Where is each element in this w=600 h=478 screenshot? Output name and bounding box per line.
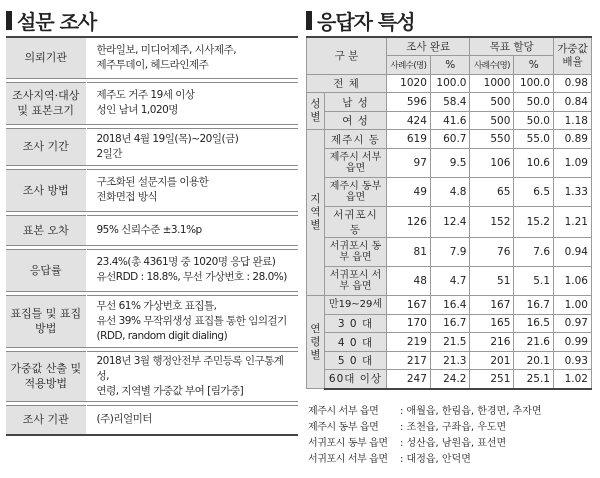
survey-info-label: 의뢰기관 [6, 37, 86, 78]
note-row [308, 436, 542, 452]
group-label-char: 역 [310, 206, 321, 219]
survey-info-line: 23.4%(총 4361명 중 1020명 응답 완료) [96, 256, 276, 268]
row-label: 서귀포시 동부 읍면 [325, 238, 387, 267]
note-key: 제주시 동부 읍면 [308, 422, 379, 433]
stat-value: 21.6 [514, 333, 554, 352]
survey-info-line: 2018년 4월 19일(목)~20일(금) [96, 132, 239, 145]
stat-value: 167 [387, 296, 431, 315]
stat-value: 65 [470, 178, 514, 207]
note-value: : 애월읍, 한림읍, 한경면, 추자면 [400, 406, 542, 417]
survey-info-label: 조사 기관 [6, 405, 86, 435]
stat-value: 0.93 [554, 351, 592, 370]
survey-info-row [6, 351, 298, 401]
stat-value: 16.5 [514, 314, 554, 333]
stat-value: 1.02 [554, 370, 592, 389]
stat-value: 0.94 [554, 238, 592, 267]
header-group: 구 분 [307, 37, 387, 74]
row-label: 4 0 대 [325, 333, 387, 352]
stat-value: 25.1 [514, 370, 554, 389]
survey-info-line: (주)리얼미터 [96, 413, 152, 426]
group-label [307, 296, 325, 389]
stat-value: 50.0 [514, 93, 554, 112]
stat-value: 100.0 [430, 74, 470, 93]
stat-value: 247 [387, 370, 431, 389]
group-label [307, 93, 325, 130]
group-row [307, 296, 592, 315]
stat-value: 500 [470, 93, 514, 112]
group-label-char: 별 [310, 348, 321, 361]
stat-value: 0.97 [554, 314, 592, 333]
survey-info-line: 연령, 지역별 가중값 부여 [림가중] [96, 384, 244, 397]
stat-value: 81 [387, 238, 431, 267]
survey-info-label: 조사 기간 [6, 128, 86, 165]
header-survey-count: 사례수(명) [387, 56, 431, 75]
row-label: 5 0 대 [325, 351, 387, 370]
note-row [308, 452, 542, 468]
survey-info-line: (RDD, random digit dialing) [96, 329, 228, 342]
header-survey-pct: % [430, 56, 470, 75]
group-label-char: 지 [310, 193, 321, 206]
stat-value: 60.7 [430, 130, 470, 149]
stat-value: 0.89 [554, 130, 592, 149]
stat-value: 1.00 [554, 296, 592, 315]
header-weight: 가중값 배율 [554, 37, 592, 74]
survey-info-line: 제주투데이, 헤드라인제주 [96, 58, 209, 71]
stat-value: 21.5 [430, 333, 470, 352]
stat-value: 4.7 [430, 267, 470, 296]
stat-value: 619 [387, 130, 431, 149]
survey-info-line: 유선 39% 무작위생성 표집틀 통한 임의걸기 [96, 314, 287, 327]
group-row [307, 93, 592, 112]
respondent-title: 응답자 특성 [317, 10, 415, 34]
survey-title: 설문 조사 [17, 10, 97, 34]
survey-info-line: 한라일보, 미디어제주, 시사제주, [96, 43, 237, 56]
note-key: 제주시 서부 읍면 [308, 406, 379, 417]
stat-value: 24.2 [430, 370, 470, 389]
survey-info-table [6, 36, 298, 436]
stat-value: 55.0 [514, 130, 554, 149]
group-row [307, 149, 592, 178]
stat-value: 1.09 [554, 149, 592, 178]
survey-info-line: 2일간 [96, 147, 122, 160]
note-row [308, 404, 542, 420]
stat-value: 100.0 [514, 74, 554, 93]
stat-value: 165 [470, 314, 514, 333]
survey-info-row [6, 405, 298, 435]
stat-value: 1.21 [554, 207, 592, 238]
survey-info-value [86, 405, 298, 435]
survey-info-line: 성인 남녀 1,020명 [96, 104, 178, 116]
total-label: 전 체 [307, 74, 387, 93]
survey-info-label: 가중값 산출 및 적용방법 [6, 351, 86, 401]
stat-value: 21.3 [430, 351, 470, 370]
stat-value: 251 [470, 370, 514, 389]
group-label-char: 성 [310, 98, 321, 111]
stat-value: 424 [387, 111, 431, 130]
header-target-count: 사례수(명) [470, 56, 514, 75]
region-notes [308, 404, 542, 468]
group-label-char: 연 [310, 322, 321, 335]
row-label: 제주시 서부 읍면 [325, 149, 387, 178]
survey-info-label: 표본 오차 [6, 215, 86, 245]
title-marker [306, 11, 312, 30]
stat-value: 50.0 [514, 111, 554, 130]
survey-info-value [86, 169, 298, 211]
note-value: : 조천읍, 구좌읍, 우도면 [400, 422, 507, 433]
survey-info-row [6, 215, 298, 245]
stat-value: 48 [387, 267, 431, 296]
group-row [307, 111, 592, 130]
stat-value: 1000 [470, 74, 514, 93]
stat-value: 500 [470, 111, 514, 130]
survey-info-row [6, 169, 298, 211]
survey-info-label: 표집틀 및 표집방법 [6, 295, 86, 347]
stat-value: 58.4 [430, 93, 470, 112]
stat-value: 7.6 [514, 238, 554, 267]
group-label-char: 별 [310, 111, 321, 124]
survey-section-title [6, 6, 96, 35]
stat-value: 12.4 [430, 207, 470, 238]
note-value: : 대정읍, 안덕면 [400, 454, 471, 465]
stat-value: 170 [387, 314, 431, 333]
group-row [307, 333, 592, 352]
survey-info-row [6, 82, 298, 124]
survey-info-line: 제주도 거주 19세 이상 [96, 89, 195, 101]
group-label [307, 130, 325, 296]
stat-value: 152 [470, 207, 514, 238]
survey-info-row [6, 128, 298, 165]
respondent-section-title [306, 6, 415, 35]
stat-value: 41.6 [430, 111, 470, 130]
survey-info-label: 응답률 [6, 249, 86, 291]
group-row [307, 178, 592, 207]
survey-info-row [6, 295, 298, 347]
survey-info-line: 무선 61% 가상번호 표집틀, [96, 299, 217, 312]
header-survey: 조사 완료 [387, 37, 470, 56]
stat-value: 10.6 [514, 149, 554, 178]
group-label-char: 별 [310, 219, 321, 232]
row-label: 제주시 동부 읍면 [325, 178, 387, 207]
stat-value: 16.4 [430, 296, 470, 315]
stat-value: 1.06 [554, 267, 592, 296]
survey-info-value [86, 128, 298, 165]
row-label: 만19~29세 [325, 296, 387, 315]
survey-info-value [86, 37, 298, 78]
survey-info-value [86, 295, 298, 347]
group-label-char: 령 [310, 335, 321, 348]
group-row [307, 238, 592, 267]
row-label: 남 성 [325, 93, 387, 112]
row-label: 여 성 [325, 111, 387, 130]
stat-value: 1.33 [554, 178, 592, 207]
note-key: 서귀포시 서부 읍면 [308, 454, 388, 465]
stat-value: 7.9 [430, 238, 470, 267]
stat-value: 0.98 [554, 74, 592, 93]
stat-value: 217 [387, 351, 431, 370]
stat-value: 9.5 [430, 149, 470, 178]
survey-info-value [86, 249, 298, 291]
group-row [307, 130, 592, 149]
stat-value: 51 [470, 267, 514, 296]
stat-value: 20.1 [514, 351, 554, 370]
group-row [307, 267, 592, 296]
group-row [307, 314, 592, 333]
row-label: 서귀포시 동 [325, 207, 387, 238]
header-target-pct: % [514, 56, 554, 75]
stat-value: 1020 [387, 74, 431, 93]
stat-value: 49 [387, 178, 431, 207]
stat-value: 0.99 [554, 333, 592, 352]
row-label: 서귀포시 서부 읍면 [325, 267, 387, 296]
group-row [307, 207, 592, 238]
note-value: : 성산읍, 남원읍, 표선면 [400, 438, 507, 449]
stat-value: 219 [387, 333, 431, 352]
header-target: 목표 할당 [470, 37, 554, 56]
survey-info-value [86, 351, 298, 401]
survey-info-line: 95% 신뢰수준 ±3.1%p [96, 223, 202, 236]
stat-value: 97 [387, 149, 431, 178]
survey-info-label: 조사지역·대상 및 표본크기 [6, 82, 86, 124]
stat-value: 16.7 [514, 296, 554, 315]
stat-value: 126 [387, 207, 431, 238]
stat-value: 596 [387, 93, 431, 112]
stat-value: 216 [470, 333, 514, 352]
stat-value: 167 [470, 296, 514, 315]
stat-value: 76 [470, 238, 514, 267]
survey-info-line: 전화면접 방식 [96, 191, 158, 203]
note-key: 서귀포시 동부 읍면 [308, 438, 388, 449]
stat-value: 6.5 [514, 178, 554, 207]
stat-value: 0.84 [554, 93, 592, 112]
stat-value: 16.7 [430, 314, 470, 333]
stat-value: 201 [470, 351, 514, 370]
respondent-table [306, 36, 592, 390]
survey-info-value [86, 82, 298, 124]
stat-value: 550 [470, 130, 514, 149]
survey-info-line: 2018년 3월 행정안전부 주민등록 인구통계 성, [96, 354, 284, 382]
stat-value: 1.18 [554, 111, 592, 130]
survey-info-value [86, 215, 298, 245]
survey-info-row [6, 37, 298, 78]
row-label: 60대 이상 [325, 370, 387, 389]
title-marker [6, 11, 12, 30]
row-label: 제주시 동 [325, 130, 387, 149]
survey-info-line: 유선RDD : 18.8%, 무선 가상번호 : 28.0%) [96, 271, 287, 283]
stat-value: 15.2 [514, 207, 554, 238]
stat-value: 106 [470, 149, 514, 178]
group-row [307, 351, 592, 370]
stat-value: 5.1 [514, 267, 554, 296]
survey-info-line: 구조화된 설문지를 이용한 [96, 176, 209, 188]
survey-info-label: 조사 방법 [6, 169, 86, 211]
stat-value: 4.8 [430, 178, 470, 207]
survey-info-row [6, 249, 298, 291]
total-row [307, 74, 592, 93]
row-label: 3 0 대 [325, 314, 387, 333]
note-row [308, 420, 542, 436]
group-row [307, 370, 592, 389]
